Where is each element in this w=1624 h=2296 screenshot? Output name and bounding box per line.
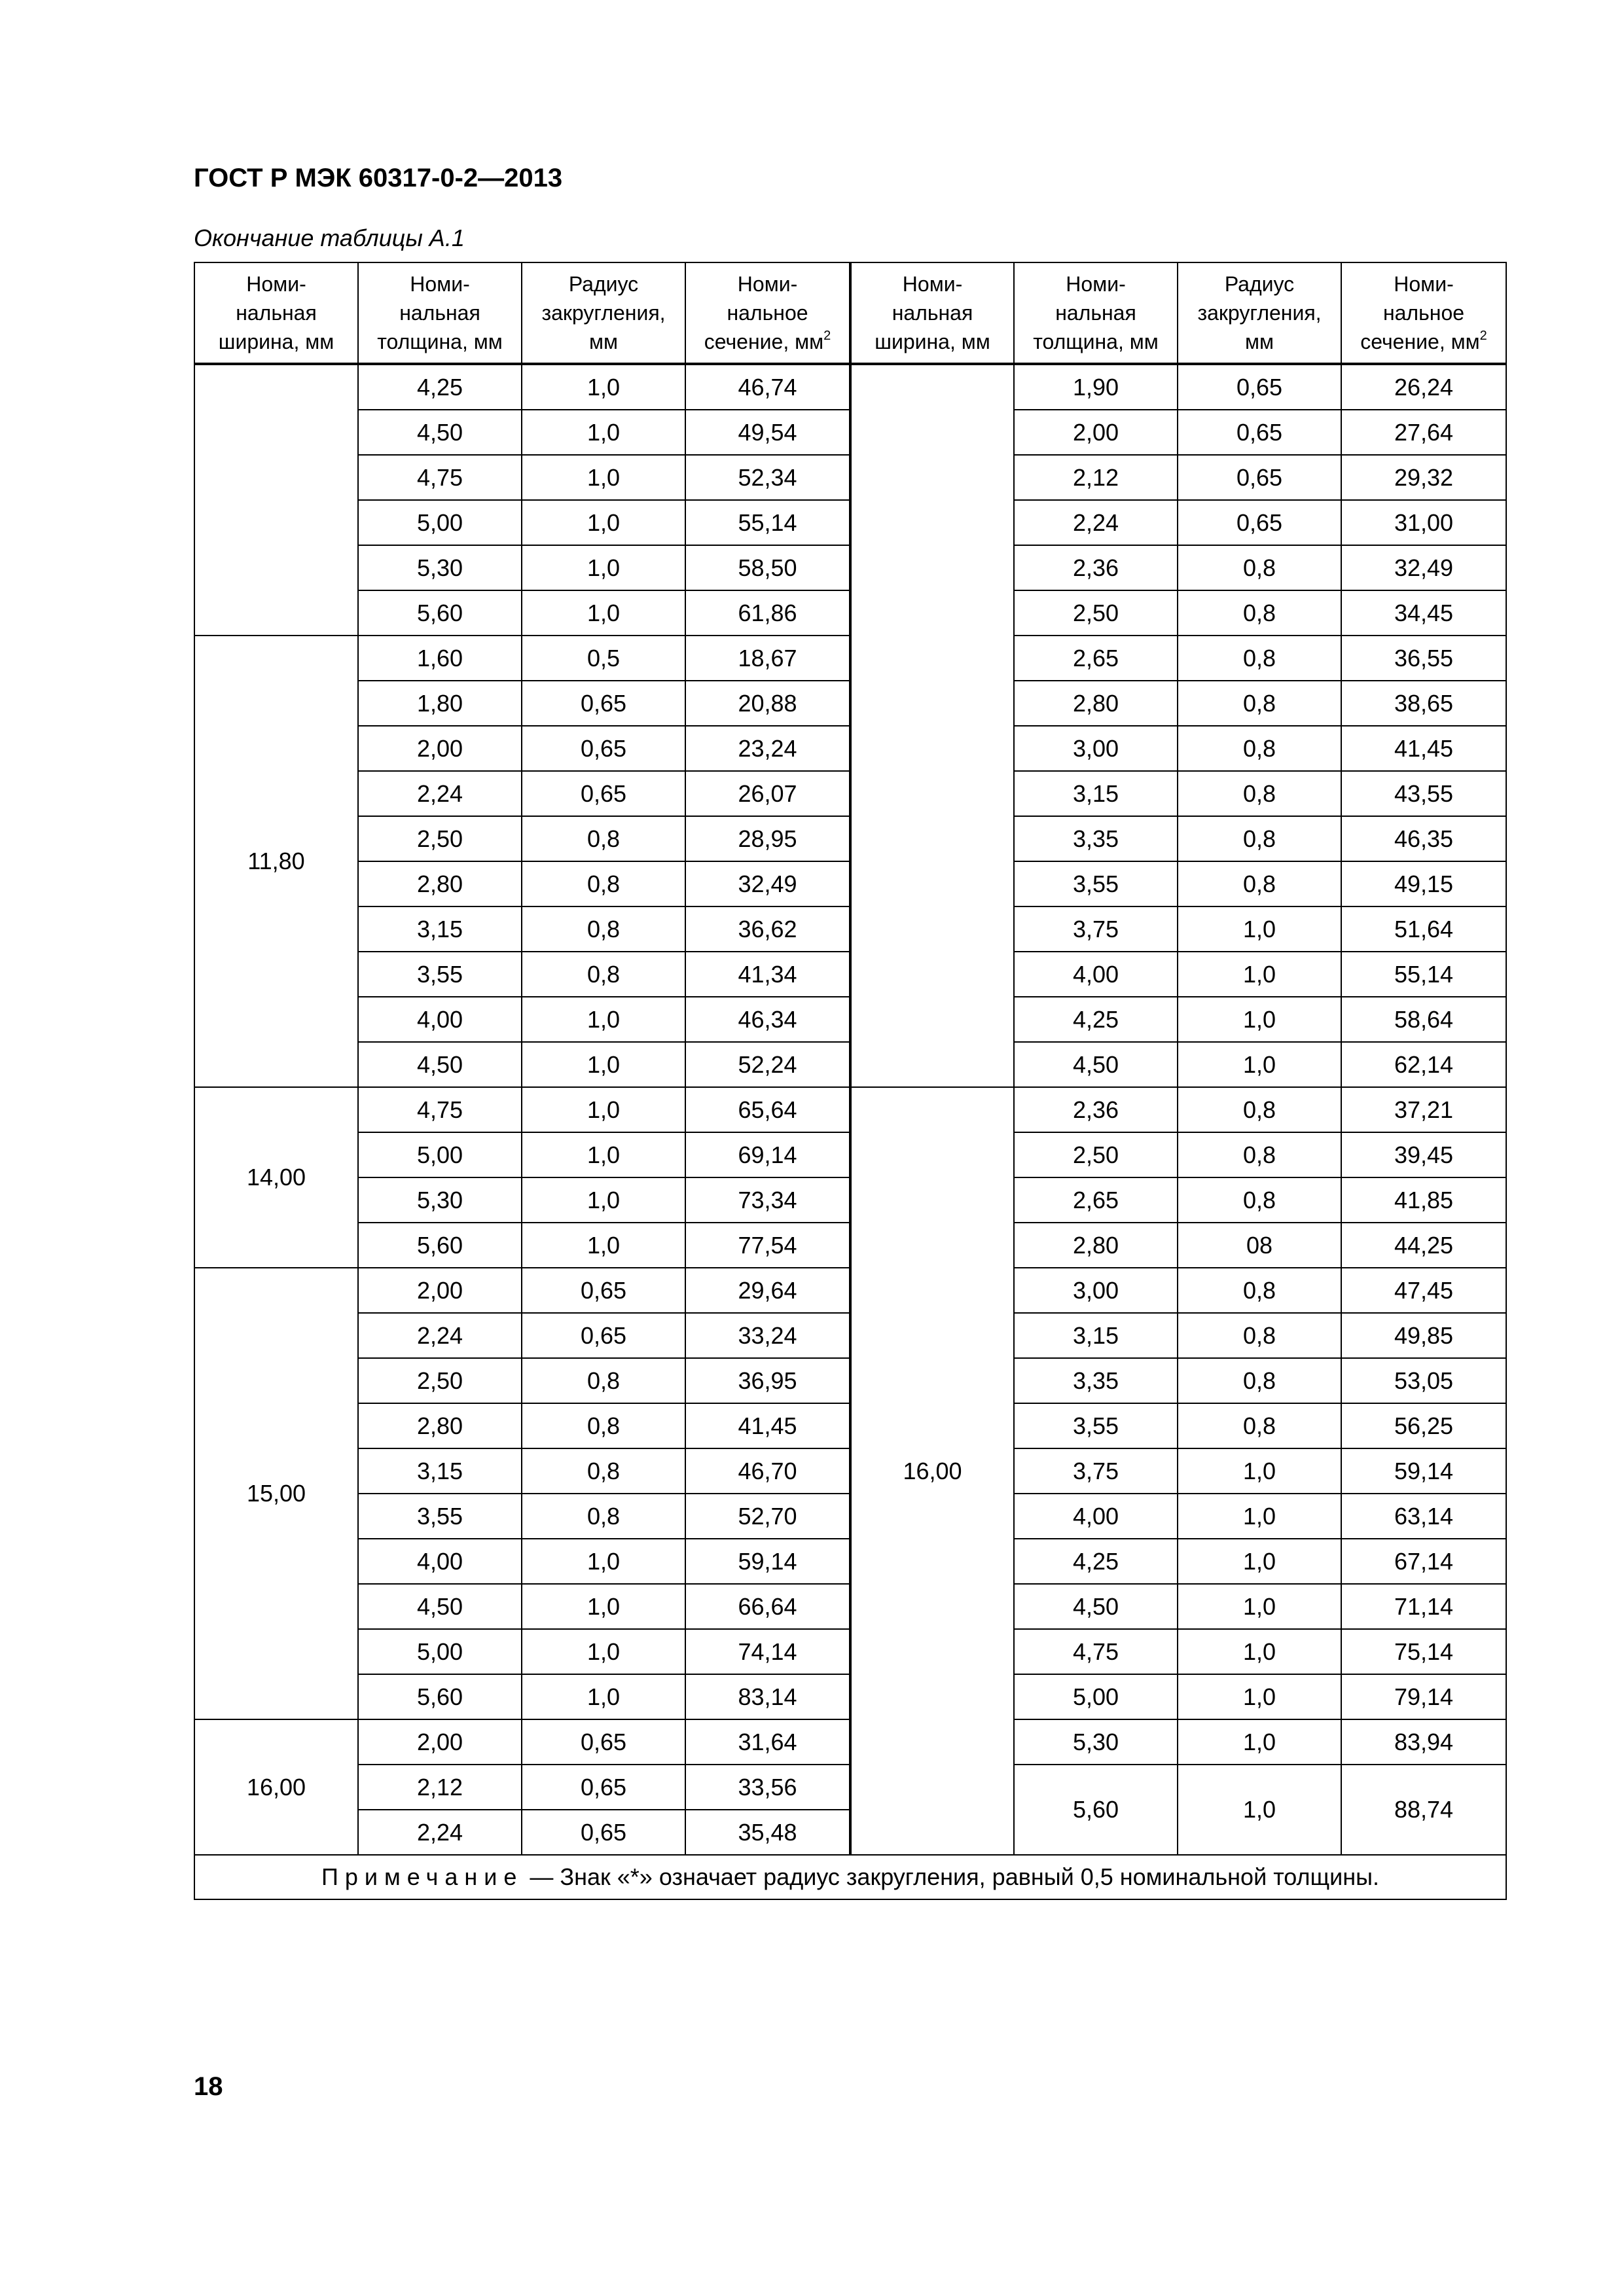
nominal-thickness-cell: 4,50 <box>1014 1584 1178 1629</box>
bend-radius-cell: 0,8 <box>522 1494 685 1539</box>
nominal-thickness-cell: 5,60 <box>358 1674 522 1719</box>
bend-radius-cell: 1,0 <box>1178 1629 1341 1674</box>
unit-superscript: 2 <box>823 329 831 343</box>
nominal-thickness-cell: 2,24 <box>358 771 522 816</box>
cross-section-cell: 28,95 <box>685 816 850 861</box>
column-header <box>1178 262 1341 364</box>
cross-section-cell: 31,00 <box>1341 500 1506 545</box>
column-header-text: нальное <box>727 301 808 325</box>
nominal-thickness-cell: 5,00 <box>358 1629 522 1674</box>
bend-radius-cell: 0,65 <box>1178 410 1341 455</box>
column-header-text: закругления, <box>1197 301 1322 325</box>
nominal-thickness-cell: 2,50 <box>1014 1132 1178 1177</box>
cross-section-cell: 41,45 <box>1341 726 1506 771</box>
bend-radius-cell: 0,65 <box>1178 364 1341 410</box>
nominal-thickness-cell: 3,55 <box>358 952 522 997</box>
unit-superscript: 2 <box>1479 329 1487 343</box>
cross-section-cell: 58,50 <box>685 545 850 590</box>
nominal-thickness-cell: 4,00 <box>1014 1494 1178 1539</box>
nominal-thickness-cell: 2,80 <box>358 1403 522 1448</box>
nominal-thickness-cell: 5,30 <box>1014 1719 1178 1765</box>
bend-radius-cell: 1,0 <box>1178 997 1341 1042</box>
bend-radius-cell: 0,8 <box>1178 861 1341 906</box>
nominal-thickness-cell: 4,25 <box>1014 1539 1178 1584</box>
nominal-width-cell: 16,00 <box>194 1719 358 1855</box>
bend-radius-cell: 1,0 <box>1178 1042 1341 1087</box>
cross-section-cell: 59,14 <box>685 1539 850 1584</box>
nominal-thickness-cell: 2,24 <box>1014 500 1178 545</box>
page-number: 18 <box>194 2072 223 2101</box>
nominal-thickness-cell: 3,55 <box>1014 1403 1178 1448</box>
nominal-thickness-cell: 5,60 <box>358 1223 522 1268</box>
bend-radius-cell: 0,65 <box>522 726 685 771</box>
cross-section-cell: 41,45 <box>685 1403 850 1448</box>
table-caption: Окончание таблицы А.1 <box>194 224 465 251</box>
column-header-text: Номи- <box>737 272 798 296</box>
cross-section-cell: 44,25 <box>1341 1223 1506 1268</box>
bend-radius-cell: 1,0 <box>522 590 685 636</box>
nominal-thickness-cell: 2,00 <box>358 726 522 771</box>
cross-section-cell: 41,34 <box>685 952 850 997</box>
nominal-thickness-cell: 5,00 <box>1014 1674 1178 1719</box>
cross-section-cell: 49,15 <box>1341 861 1506 906</box>
nominal-thickness-cell: 2,36 <box>1014 545 1178 590</box>
bend-radius-cell: 0,8 <box>1178 1087 1341 1132</box>
cross-section-cell: 29,64 <box>685 1268 850 1313</box>
cross-section-cell: 37,21 <box>1341 1087 1506 1132</box>
column-header-text: сечение, мм <box>1360 330 1480 353</box>
bend-radius-cell: 1,0 <box>522 1177 685 1223</box>
cross-section-cell: 53,05 <box>1341 1358 1506 1403</box>
bend-radius-cell: 0,8 <box>1178 590 1341 636</box>
column-header-text: мм <box>589 330 618 353</box>
bend-radius-cell: 0,8 <box>522 861 685 906</box>
nominal-thickness-cell: 2,80 <box>1014 1223 1178 1268</box>
bend-radius-cell: 0,5 <box>522 636 685 681</box>
document-header: ГОСТ Р МЭК 60317-0-2—2013 <box>194 164 563 192</box>
column-header-text: Номи- <box>410 272 470 296</box>
nominal-thickness-cell: 5,30 <box>358 1177 522 1223</box>
column-header-text: Номи- <box>1066 272 1126 296</box>
nominal-thickness-cell: 2,80 <box>1014 681 1178 726</box>
bend-radius-cell: 1,0 <box>522 410 685 455</box>
bend-radius-cell: 1,0 <box>522 1087 685 1132</box>
nominal-thickness-cell: 4,75 <box>1014 1629 1178 1674</box>
bend-radius-cell: 1,0 <box>1178 1539 1341 1584</box>
bend-radius-cell: 1,0 <box>522 1674 685 1719</box>
note-label: Примечание <box>321 1863 524 1890</box>
column-header-text: нальная <box>399 301 480 325</box>
nominal-thickness-cell: 1,80 <box>358 681 522 726</box>
cross-section-cell: 55,14 <box>685 500 850 545</box>
nominal-width-cell <box>194 364 358 636</box>
column-header-text: Номи- <box>902 272 963 296</box>
nominal-thickness-cell: 3,00 <box>1014 726 1178 771</box>
column-header-text: Радиус <box>568 272 639 296</box>
bend-radius-cell: 0,8 <box>522 952 685 997</box>
column-header-text: Номи- <box>246 272 306 296</box>
nominal-width-cell: 14,00 <box>194 1087 358 1268</box>
cross-section-cell: 52,70 <box>685 1494 850 1539</box>
nominal-thickness-cell: 1,60 <box>358 636 522 681</box>
note-text: — Знак «*» означает радиус закругления, равный 0,5 номинальной толщины. <box>523 1863 1379 1890</box>
bend-radius-cell: 0,8 <box>1178 726 1341 771</box>
nominal-width-cell: 11,80 <box>194 636 358 1087</box>
nominal-thickness-cell: 2,36 <box>1014 1087 1178 1132</box>
nominal-thickness-cell: 4,75 <box>358 455 522 500</box>
nominal-thickness-cell: 3,00 <box>1014 1268 1178 1313</box>
cross-section-cell: 61,86 <box>685 590 850 636</box>
column-header <box>850 262 1014 364</box>
column-header-text: толщина, мм <box>1033 330 1159 353</box>
column-header-text: Номи- <box>1394 272 1454 296</box>
nominal-thickness-cell: 1,90 <box>1014 364 1178 410</box>
cross-section-cell: 58,64 <box>1341 997 1506 1042</box>
bend-radius-cell: 0,8 <box>1178 545 1341 590</box>
column-header <box>194 262 358 364</box>
cross-section-cell: 56,25 <box>1341 1403 1506 1448</box>
bend-radius-cell: 08 <box>1178 1223 1341 1268</box>
nominal-thickness-cell: 2,00 <box>358 1268 522 1313</box>
nominal-thickness-cell: 4,50 <box>358 1042 522 1087</box>
cross-section-cell: 75,14 <box>1341 1629 1506 1674</box>
nominal-thickness-cell: 4,50 <box>1014 1042 1178 1087</box>
cross-section-cell: 41,85 <box>1341 1177 1506 1223</box>
cross-section-cell: 77,54 <box>685 1223 850 1268</box>
column-header-text: нальная <box>892 301 973 325</box>
bend-radius-cell: 0,65 <box>522 771 685 816</box>
nominal-thickness-cell: 3,35 <box>1014 816 1178 861</box>
nominal-thickness-cell: 4,50 <box>358 410 522 455</box>
cross-section-cell: 38,65 <box>1341 681 1506 726</box>
bend-radius-cell: 1,0 <box>1178 1584 1341 1629</box>
nominal-width-cell <box>850 364 1014 1087</box>
bend-radius-cell: 0,65 <box>522 1313 685 1358</box>
cross-section-cell: 26,07 <box>685 771 850 816</box>
bend-radius-cell: 0,8 <box>522 816 685 861</box>
cross-section-cell: 29,32 <box>1341 455 1506 500</box>
cross-section-cell: 23,24 <box>685 726 850 771</box>
column-header-text: ширина, мм <box>218 330 334 353</box>
table-row <box>194 1087 1506 1132</box>
nominal-thickness-cell: 3,15 <box>358 1448 522 1494</box>
bend-radius-cell: 0,8 <box>1178 1177 1341 1223</box>
column-header-text: нальная <box>1055 301 1136 325</box>
bend-radius-cell: 1,0 <box>522 1223 685 1268</box>
bend-radius-cell: 0,65 <box>1178 455 1341 500</box>
table-header-row <box>194 262 1506 364</box>
cross-section-cell: 74,14 <box>685 1629 850 1674</box>
bend-radius-cell: 0,65 <box>1178 500 1341 545</box>
nominal-thickness-cell: 5,30 <box>358 545 522 590</box>
bend-radius-cell: 0,8 <box>1178 1132 1341 1177</box>
nominal-thickness-cell: 5,60 <box>358 590 522 636</box>
cross-section-cell: 36,62 <box>685 906 850 952</box>
bend-radius-cell: 0,65 <box>522 1810 685 1855</box>
bend-radius-cell: 0,8 <box>1178 1268 1341 1313</box>
nominal-thickness-cell: 4,50 <box>358 1584 522 1629</box>
nominal-thickness-cell: 5,00 <box>358 500 522 545</box>
bend-radius-cell: 0,65 <box>522 681 685 726</box>
cross-section-cell: 34,45 <box>1341 590 1506 636</box>
cross-section-cell: 32,49 <box>685 861 850 906</box>
bend-radius-cell: 0,8 <box>1178 771 1341 816</box>
bend-radius-cell: 1,0 <box>522 1629 685 1674</box>
bend-radius-cell: 0,8 <box>1178 636 1341 681</box>
table-note-row <box>194 1855 1506 1899</box>
cross-section-cell: 59,14 <box>1341 1448 1506 1494</box>
cross-section-cell: 27,64 <box>1341 410 1506 455</box>
nominal-width-cell: 16,00 <box>850 1087 1014 1855</box>
bend-radius-cell: 0,8 <box>1178 1313 1341 1358</box>
cross-section-cell: 63,14 <box>1341 1494 1506 1539</box>
nominal-thickness-cell: 3,55 <box>358 1494 522 1539</box>
nominal-thickness-cell: 2,80 <box>358 861 522 906</box>
cross-section-cell: 62,14 <box>1341 1042 1506 1087</box>
column-header-text: нальная <box>236 301 317 325</box>
cross-section-cell: 69,14 <box>685 1132 850 1177</box>
column-header-text: закругления, <box>541 301 666 325</box>
bend-radius-cell: 1,0 <box>522 1042 685 1087</box>
bend-radius-cell: 1,0 <box>1178 1448 1341 1494</box>
nominal-thickness-cell: 4,00 <box>358 997 522 1042</box>
nominal-thickness-cell: 2,12 <box>358 1765 522 1810</box>
cross-section-cell: 71,14 <box>1341 1584 1506 1629</box>
bend-radius-cell: 1,0 <box>1178 1494 1341 1539</box>
cross-section-cell: 52,34 <box>685 455 850 500</box>
cross-section-cell: 35,48 <box>685 1810 850 1855</box>
cross-section-cell: 26,24 <box>1341 364 1506 410</box>
nominal-thickness-cell: 2,65 <box>1014 1177 1178 1223</box>
bend-radius-cell: 1,0 <box>522 1132 685 1177</box>
column-header <box>685 262 850 364</box>
column-header <box>1014 262 1178 364</box>
cross-section-cell: 51,64 <box>1341 906 1506 952</box>
bend-radius-cell: 1,0 <box>522 364 685 410</box>
cross-section-cell: 49,54 <box>685 410 850 455</box>
cross-section-cell: 33,24 <box>685 1313 850 1358</box>
bend-radius-cell: 1,0 <box>522 1539 685 1584</box>
cross-section-cell: 52,24 <box>685 1042 850 1087</box>
nominal-thickness-cell: 4,25 <box>358 364 522 410</box>
column-header-text: нальное <box>1382 301 1465 325</box>
bend-radius-cell: 1,0 <box>1178 906 1341 952</box>
column-header-text: толщина, мм <box>377 330 503 353</box>
nominal-thickness-cell: 2,24 <box>358 1313 522 1358</box>
cross-section-cell: 46,34 <box>685 997 850 1042</box>
cross-section-cell: 49,85 <box>1341 1313 1506 1358</box>
cross-section-cell: 65,64 <box>685 1087 850 1132</box>
bend-radius-cell: 0,8 <box>522 1358 685 1403</box>
bend-radius-cell: 1,0 <box>522 997 685 1042</box>
bend-radius-cell: 1,0 <box>522 455 685 500</box>
cross-section-cell: 55,14 <box>1341 952 1506 997</box>
cross-section-cell: 32,49 <box>1341 545 1506 590</box>
bend-radius-cell: 0,8 <box>1178 1403 1341 1448</box>
nominal-thickness-cell: 3,35 <box>1014 1358 1178 1403</box>
bend-radius-cell: 1,0 <box>1178 1719 1341 1765</box>
nominal-thickness-cell: 2,50 <box>1014 590 1178 636</box>
column-header <box>1341 262 1506 364</box>
cross-section-cell: 67,14 <box>1341 1539 1506 1584</box>
cross-section-cell: 36,55 <box>1341 636 1506 681</box>
cross-section-cell: 18,67 <box>685 636 850 681</box>
nominal-thickness-cell: 4,75 <box>358 1087 522 1132</box>
nominal-thickness-cell: 2,12 <box>1014 455 1178 500</box>
cross-section-cell: 46,35 <box>1341 816 1506 861</box>
nominal-thickness-cell: 3,15 <box>358 906 522 952</box>
nominal-thickness-cell: 4,00 <box>358 1539 522 1584</box>
bend-radius-cell: 0,8 <box>1178 1358 1341 1403</box>
nominal-thickness-cell: 4,25 <box>1014 997 1178 1042</box>
nominal-thickness-cell: 5,00 <box>358 1132 522 1177</box>
cross-section-cell: 39,45 <box>1341 1132 1506 1177</box>
nominal-thickness-cell: 3,15 <box>1014 1313 1178 1358</box>
column-header-text: Радиус <box>1224 272 1295 296</box>
table-note <box>194 1855 1506 1899</box>
nominal-thickness-cell: 2,50 <box>358 816 522 861</box>
table-body <box>194 364 1506 1899</box>
nominal-thickness-cell: 5,60 <box>1014 1765 1178 1855</box>
bend-radius-cell: 0,8 <box>522 1448 685 1494</box>
nominal-thickness-cell: 2,00 <box>358 1719 522 1765</box>
nominal-thickness-cell: 3,75 <box>1014 906 1178 952</box>
bend-radius-cell: 0,8 <box>522 1403 685 1448</box>
cross-section-cell: 46,70 <box>685 1448 850 1494</box>
bend-radius-cell: 0,8 <box>522 906 685 952</box>
bend-radius-cell: 1,0 <box>1178 1765 1341 1855</box>
cross-section-cell: 73,34 <box>685 1177 850 1223</box>
nominal-thickness-cell: 4,00 <box>1014 952 1178 997</box>
cross-section-cell: 83,14 <box>685 1674 850 1719</box>
nominal-thickness-cell: 2,65 <box>1014 636 1178 681</box>
cross-section-cell: 20,88 <box>685 681 850 726</box>
dimensions-table <box>194 262 1507 1900</box>
nominal-thickness-cell: 2,50 <box>358 1358 522 1403</box>
bend-radius-cell: 1,0 <box>1178 952 1341 997</box>
column-header-text: сечение, мм <box>704 330 824 353</box>
nominal-thickness-cell: 3,15 <box>1014 771 1178 816</box>
cross-section-cell: 33,56 <box>685 1765 850 1810</box>
nominal-thickness-cell: 3,75 <box>1014 1448 1178 1494</box>
cross-section-cell: 66,64 <box>685 1584 850 1629</box>
column-header <box>522 262 685 364</box>
cross-section-cell: 43,55 <box>1341 771 1506 816</box>
cross-section-cell: 83,94 <box>1341 1719 1506 1765</box>
cross-section-cell: 47,45 <box>1341 1268 1506 1313</box>
bend-radius-cell: 1,0 <box>522 1584 685 1629</box>
cross-section-cell: 31,64 <box>685 1719 850 1765</box>
bend-radius-cell: 0,65 <box>522 1268 685 1313</box>
cross-section-cell: 36,95 <box>685 1358 850 1403</box>
cross-section-cell: 46,74 <box>685 364 850 410</box>
bend-radius-cell: 1,0 <box>522 545 685 590</box>
bend-radius-cell: 0,8 <box>1178 681 1341 726</box>
nominal-thickness-cell: 2,24 <box>358 1810 522 1855</box>
bend-radius-cell: 1,0 <box>522 500 685 545</box>
column-header-text: ширина, мм <box>875 330 990 353</box>
cross-section-cell: 88,74 <box>1341 1765 1506 1855</box>
bend-radius-cell: 0,8 <box>1178 816 1341 861</box>
nominal-thickness-cell: 2,00 <box>1014 410 1178 455</box>
nominal-thickness-cell: 3,55 <box>1014 861 1178 906</box>
bend-radius-cell: 1,0 <box>1178 1674 1341 1719</box>
bend-radius-cell: 0,65 <box>522 1719 685 1765</box>
column-header-text: мм <box>1245 330 1274 353</box>
cross-section-cell: 79,14 <box>1341 1674 1506 1719</box>
bend-radius-cell: 0,65 <box>522 1765 685 1810</box>
nominal-width-cell: 15,00 <box>194 1268 358 1719</box>
table-row <box>194 364 1506 410</box>
column-header <box>358 262 522 364</box>
